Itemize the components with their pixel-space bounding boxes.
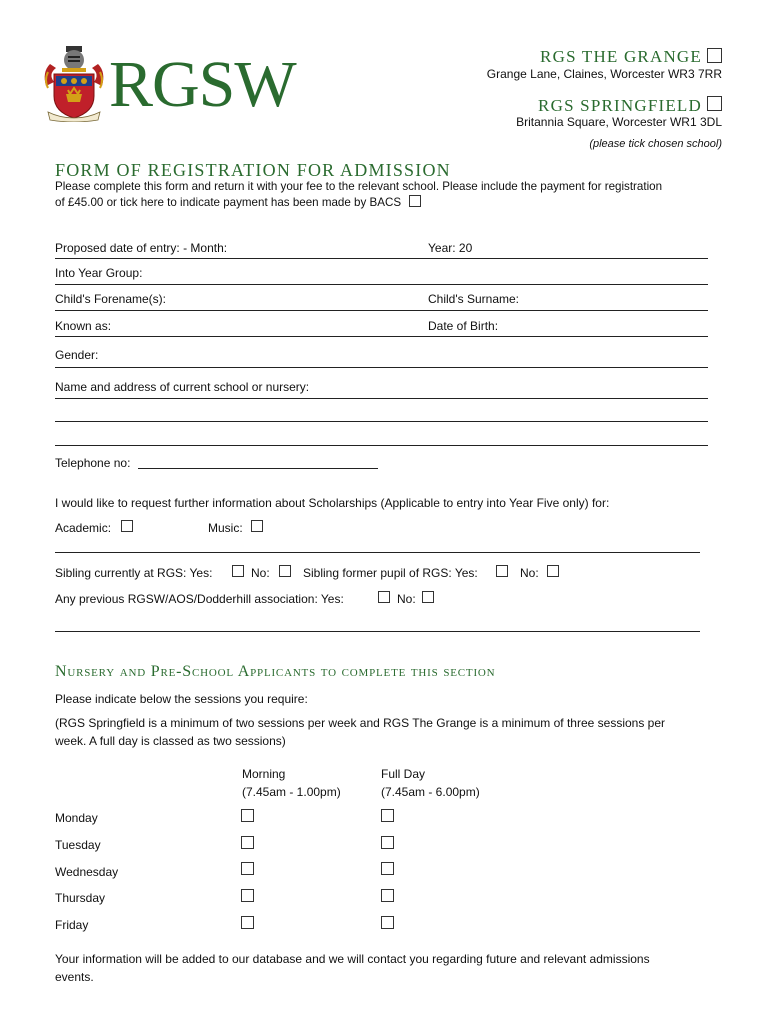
tick-note: (please tick chosen school) bbox=[589, 138, 722, 150]
sibling-current-no-checkbox[interactable] bbox=[279, 565, 291, 577]
current-school-line-2[interactable] bbox=[55, 421, 708, 422]
morning-column-time: (7.45am - 1.00pm) bbox=[242, 785, 341, 799]
day-label-thursday: Thursday bbox=[55, 891, 106, 905]
names-line[interactable] bbox=[55, 310, 708, 311]
current-school-line-3[interactable] bbox=[55, 445, 708, 446]
sibling-former-yes-checkbox[interactable] bbox=[496, 565, 508, 577]
gender-line[interactable] bbox=[55, 367, 708, 368]
academic-label: Academic: bbox=[55, 521, 112, 535]
sibling-current-label: Sibling currently at RGS: Yes: bbox=[55, 566, 213, 580]
intro-line-2-text: of £45.00 or tick here to indicate payment has been made by BACS bbox=[55, 196, 402, 209]
telephone-label: Telephone no: bbox=[55, 456, 131, 470]
tuesday-morning-checkbox[interactable] bbox=[241, 836, 254, 849]
music-label: Music: bbox=[208, 521, 243, 535]
sibling-current-yes-checkbox[interactable] bbox=[232, 565, 244, 577]
scholarship-text: I would like to request further information about Scholarships (Applicable to entry into Year Five only) for: bbox=[55, 496, 610, 510]
logo-text: RGSW bbox=[109, 48, 296, 121]
entry-date-line[interactable] bbox=[55, 258, 708, 259]
school-option-grange-address: Grange Lane, Claines, Worcester WR3 7RR bbox=[486, 67, 722, 81]
thursday-fullday-checkbox[interactable] bbox=[381, 889, 394, 902]
thursday-morning-checkbox[interactable] bbox=[241, 889, 254, 902]
sibling-former-label: Sibling former pupil of RGS: Yes: bbox=[303, 566, 478, 580]
intro-line-2 bbox=[55, 195, 421, 209]
intro-line-1: Please complete this form and return it with your fee to the relevant school. Please include the payment for registration bbox=[55, 180, 663, 193]
year-group-label: Into Year Group: bbox=[55, 266, 143, 280]
nursery-section-title: Nursery and Pre-School Applicants to complete this section bbox=[55, 663, 496, 680]
academic-checkbox[interactable] bbox=[121, 520, 133, 532]
wednesday-morning-checkbox[interactable] bbox=[241, 862, 254, 875]
previous-assoc-label: Any previous RGSW/AOS/Dodderhill association: Yes: bbox=[55, 592, 344, 606]
footer-line-2: events. bbox=[55, 970, 94, 984]
nursery-note-line-2: week. A full day is classed as two sessions) bbox=[55, 734, 286, 748]
school-option-grange-checkbox[interactable] bbox=[707, 48, 722, 63]
school-option-springfield-checkbox[interactable] bbox=[707, 96, 722, 111]
day-label-wednesday: Wednesday bbox=[55, 865, 119, 879]
day-label-tuesday: Tuesday bbox=[55, 838, 101, 852]
music-checkbox[interactable] bbox=[251, 520, 263, 532]
fullday-column-label: Full Day bbox=[381, 767, 426, 781]
previous-assoc-no-checkbox[interactable] bbox=[422, 591, 434, 603]
previous-assoc-line[interactable] bbox=[55, 631, 700, 632]
day-label-monday: Monday bbox=[55, 811, 98, 825]
sibling-former-no-label: No: bbox=[520, 566, 539, 580]
footer-line-1: Your information will be added to our database and we will contact you regarding future and relevant admissions bbox=[55, 952, 650, 966]
tuesday-fullday-checkbox[interactable] bbox=[381, 836, 394, 849]
entry-month-label: Proposed date of entry: - Month: bbox=[55, 241, 228, 255]
fullday-column-time: (7.45am - 6.00pm) bbox=[381, 785, 480, 799]
monday-morning-checkbox[interactable] bbox=[241, 809, 254, 822]
sibling-former-no-checkbox[interactable] bbox=[547, 565, 559, 577]
current-school-label: Name and address of current school or nursery: bbox=[55, 380, 310, 394]
friday-fullday-checkbox[interactable] bbox=[381, 916, 394, 929]
friday-morning-checkbox[interactable] bbox=[241, 916, 254, 929]
known-as-label: Known as: bbox=[55, 319, 112, 333]
day-label-friday: Friday bbox=[55, 918, 89, 932]
morning-column-label: Morning bbox=[242, 767, 286, 781]
entry-year-label: Year: 20 bbox=[428, 241, 473, 255]
wednesday-fullday-checkbox[interactable] bbox=[381, 862, 394, 875]
nursery-note-line-1: (RGS Springfield is a minimum of two sessions per week and RGS The Grange is a minimum of three sessions per bbox=[55, 716, 666, 730]
monday-fullday-checkbox[interactable] bbox=[381, 809, 394, 822]
dob-label: Date of Birth: bbox=[428, 319, 499, 333]
form-title: FORM OF REGISTRATION FOR ADMISSION bbox=[55, 160, 451, 180]
surname-label: Child's Surname: bbox=[428, 292, 519, 306]
year-group-line[interactable] bbox=[55, 284, 708, 285]
bacs-checkbox[interactable] bbox=[409, 195, 421, 207]
telephone-line[interactable] bbox=[138, 468, 378, 469]
previous-assoc-yes-checkbox[interactable] bbox=[378, 591, 390, 603]
forename-label: Child's Forename(s): bbox=[55, 292, 166, 306]
school-crest-icon bbox=[40, 42, 108, 122]
scholarship-line[interactable] bbox=[55, 552, 700, 553]
nursery-instruction: Please indicate below the sessions you require: bbox=[55, 692, 308, 706]
gender-label: Gender: bbox=[55, 348, 99, 362]
sibling-current-no-label: No: bbox=[251, 566, 270, 580]
known-as-line[interactable] bbox=[55, 336, 708, 337]
current-school-line-1[interactable] bbox=[55, 398, 708, 399]
school-option-grange-name: RGS THE GRANGE bbox=[540, 47, 702, 66]
school-option-springfield-address: Britannia Square, Worcester WR1 3DL bbox=[516, 115, 722, 129]
previous-assoc-no-label: No: bbox=[397, 592, 416, 606]
school-option-springfield-name: RGS SPRINGFIELD bbox=[538, 96, 702, 115]
